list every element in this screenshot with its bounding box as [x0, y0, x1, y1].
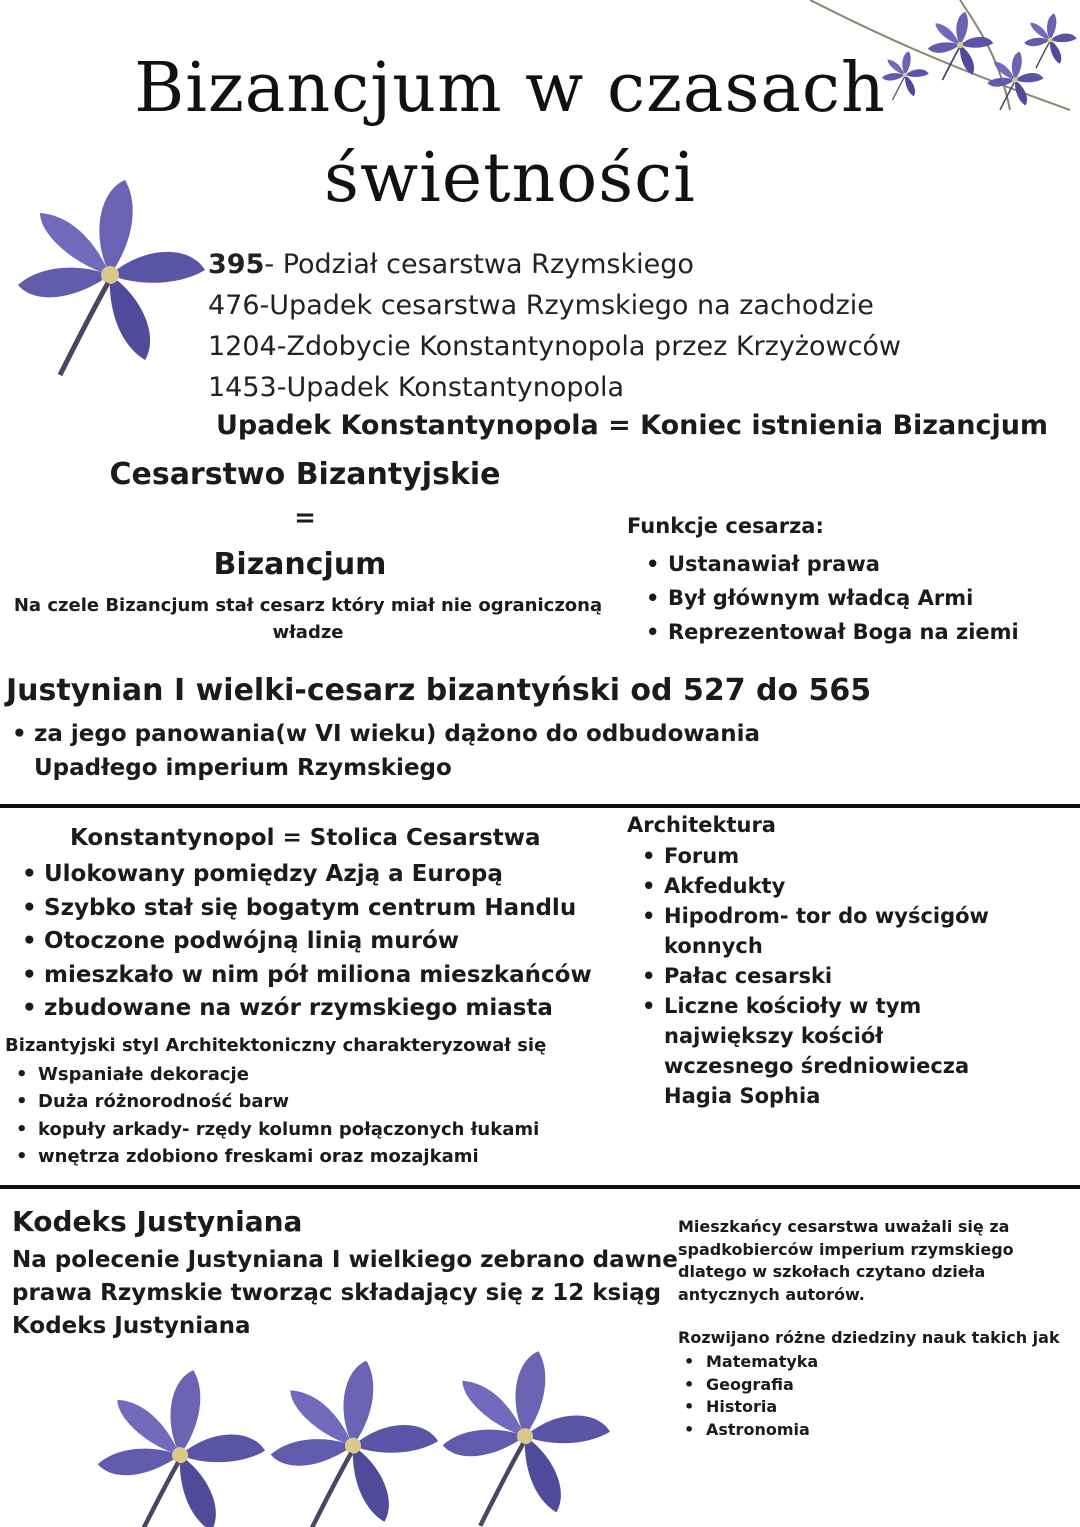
- list-item: [34, 717, 760, 785]
- architecture-item-line: konnych: [664, 934, 763, 958]
- constantinople-heading: Konstantynopol = Stolica Cesarstwa: [70, 825, 541, 851]
- timeline-text: -Zdobycie Konstantynopola przez Krzyżowców: [276, 331, 902, 362]
- timeline-text: -Upadek cesarstwa Rzymskiego na zachodzie: [259, 290, 874, 321]
- architecture-item-line: Hipodrom- tor do wyścigów: [664, 904, 989, 928]
- justinian-heading: Justynian I wielki-cesarz bizantyński od 527 do 565: [6, 673, 872, 708]
- codex-text: [12, 1244, 678, 1343]
- architecture-item-line: Liczne kościoły w tym: [664, 994, 922, 1018]
- sciences-list: [706, 1351, 818, 1441]
- timeline-text: - Podział cesarstwa Rzymskiego: [264, 249, 694, 280]
- list-item: • Geografia: [706, 1374, 818, 1397]
- list-item: • Ustanawiał prawa: [668, 547, 1019, 581]
- list-item: • Szybko stał się bogatym centrum Handlu: [44, 892, 592, 926]
- flower-illustration-bottom-3: [440, 1350, 610, 1527]
- timeline: [208, 244, 901, 408]
- heritage-line: spadkobierców imperium rzymskiego: [678, 1239, 1014, 1259]
- timeline-year: 395: [208, 249, 265, 280]
- list-item: • wnętrza zdobiono freskami oraz mozajkami: [38, 1143, 539, 1170]
- list-item: • mieszkało w nim pół miliona mieszkańców: [44, 959, 592, 993]
- timeline-year: 1453: [208, 372, 277, 403]
- justinian-bullet-line-1: za jego panowania(w VI wieku) dążono do odbudowania: [34, 721, 760, 747]
- emperor-functions-list: [668, 547, 1019, 649]
- emperor-functions-heading: Funkcje cesarza:: [627, 514, 824, 538]
- list-item: [664, 991, 989, 1111]
- timeline-item: [208, 367, 901, 408]
- heritage-text: [678, 1216, 1014, 1306]
- timeline-year: 476: [208, 290, 260, 321]
- list-item: [664, 871, 989, 901]
- heritage-line: dlatego w szkołach czytano dzieła: [678, 1262, 986, 1281]
- divider-2: [0, 1185, 1080, 1189]
- title-line-2: świetności: [324, 139, 696, 218]
- architecture-item-line: Hagia Sophia: [664, 1084, 821, 1108]
- codex-line: prawa Rzymskie tworząc składający się z 12 ksiąg: [12, 1280, 662, 1306]
- timeline-year: 1204: [208, 331, 277, 362]
- empire-equals: =: [294, 503, 316, 533]
- conclusion: Upadek Konstantynopola = Koniec istnienia Bizancjum: [216, 410, 1049, 441]
- list-item: • Historia: [706, 1396, 818, 1419]
- list-item: • Był głównym władcą Armi: [668, 581, 1019, 615]
- divider-1: [0, 804, 1080, 808]
- architecture-item-line: Pałac cesarski: [664, 964, 833, 988]
- codex-line: Kodeks Justyniana: [12, 1313, 251, 1339]
- page-title: [0, 44, 1020, 224]
- list-item: • Matematyka: [706, 1351, 818, 1374]
- style-heading: Bizantyjski styl Architektoniczny charakteryzował się: [5, 1035, 547, 1056]
- style-list: [38, 1061, 539, 1170]
- list-item: • kopuły arkady- rzędy kolumn połączonych łukami: [38, 1116, 539, 1143]
- architecture-list: [664, 841, 989, 1111]
- heritage-line: Mieszkańcy cesarstwa uważali się za: [678, 1217, 1010, 1236]
- timeline-item: [208, 285, 901, 326]
- justinian-list: [34, 717, 760, 785]
- empire-short: Bizancjum: [213, 547, 387, 582]
- list-item: [664, 901, 989, 961]
- architecture-heading: Architektura: [627, 813, 776, 837]
- flower-illustration-bottom-2: [268, 1360, 438, 1527]
- empire-name: Cesarstwo Bizantyjskie: [109, 457, 501, 492]
- title-line-1: Bizancjum w czasach: [134, 49, 886, 128]
- list-item: • Astronomia: [706, 1419, 818, 1442]
- timeline-text: -Upadek Konstantynopola: [276, 372, 625, 403]
- constantinople-list: [44, 858, 592, 1026]
- codex-heading: Kodeks Justyniana: [12, 1205, 303, 1238]
- list-item: • zbudowane na wzór rzymskiego miasta: [44, 992, 592, 1026]
- empire-description: Na czele Bizancjum stał cesarz który miał nie ograniczoną władze: [13, 595, 603, 643]
- heritage-line: antycznych autorów.: [678, 1284, 865, 1304]
- list-item: • Ulokowany pomiędzy Azją a Europą: [44, 858, 592, 892]
- flower-illustration-bottom-1: [95, 1370, 265, 1527]
- sciences-heading: Rozwijano różne dziedziny nauk takich jak: [678, 1328, 1060, 1347]
- list-item: • Otoczone podwójną linią murów: [44, 925, 592, 959]
- architecture-item-line: Forum: [664, 844, 740, 868]
- list-item: • Reprezentował Boga na ziemi: [668, 615, 1019, 649]
- justinian-bullet-line-2: Upadłego imperium Rzymskiego: [34, 755, 452, 781]
- list-item: [664, 961, 989, 991]
- list-item: [664, 841, 989, 871]
- list-item: • Duża różnorodność barw: [38, 1088, 539, 1115]
- architecture-item-line: wczesnego średniowiecza: [664, 1054, 970, 1078]
- architecture-item-line: największy kościół: [664, 1024, 884, 1048]
- codex-line: Na polecenie Justyniana I wielkiego zebrano dawne: [12, 1247, 678, 1273]
- timeline-item: [208, 244, 901, 285]
- list-item: • Wspaniałe dekoracje: [38, 1061, 539, 1088]
- timeline-item: [208, 326, 901, 367]
- architecture-item-line: Akfedukty: [664, 874, 786, 898]
